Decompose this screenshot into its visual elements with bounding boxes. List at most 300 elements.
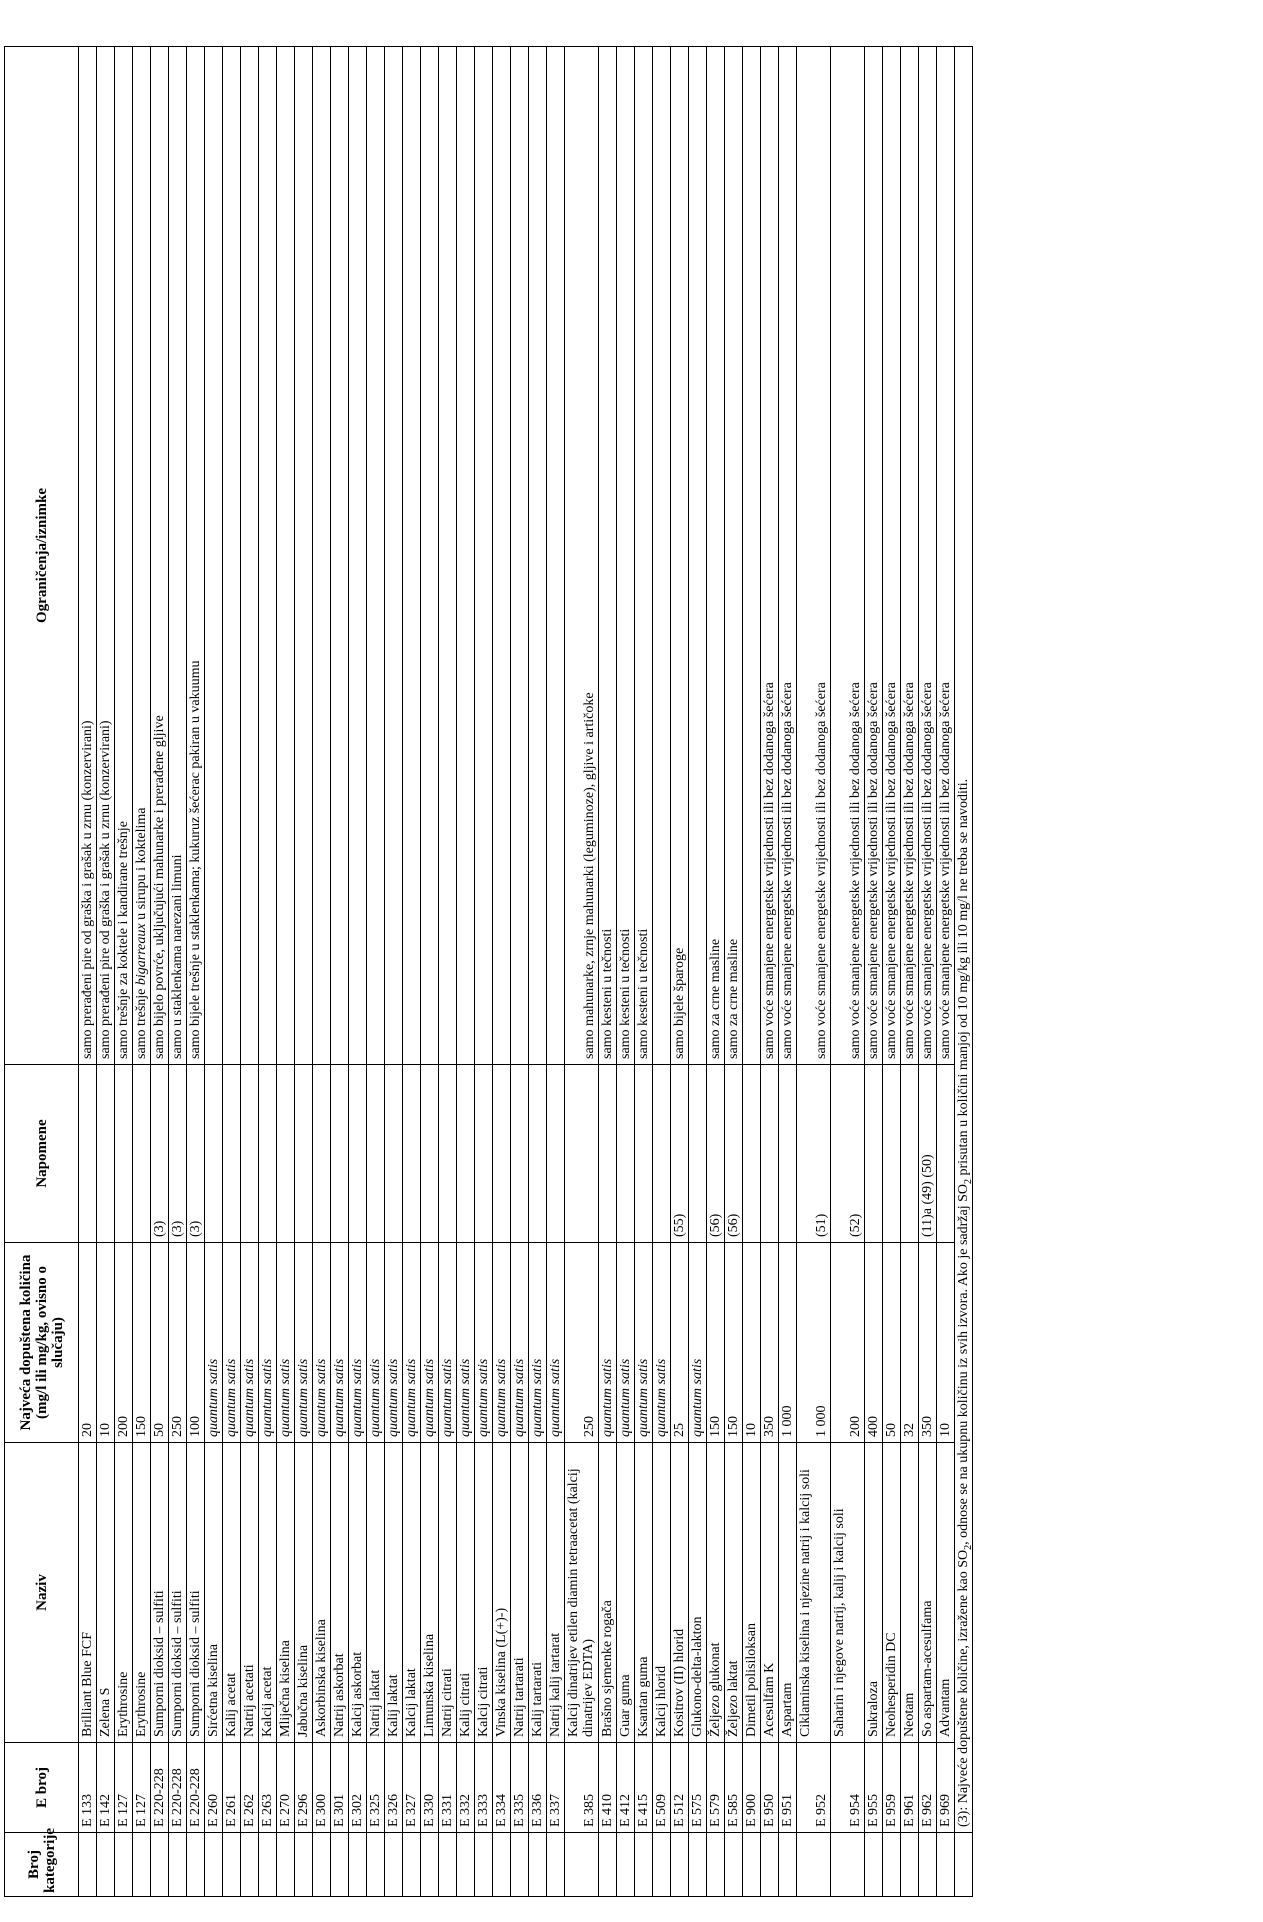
category-cell	[313, 1833, 331, 1897]
e-number-cell: E 302	[349, 1743, 367, 1833]
e-number-cell: E 585	[725, 1743, 743, 1833]
notes-cell	[689, 1065, 707, 1243]
restrictions-cell	[547, 47, 565, 1065]
notes-cell	[761, 1065, 779, 1243]
category-cell	[725, 1833, 743, 1897]
category-cell	[707, 1833, 725, 1897]
restrictions-cell: samo bijelo povrće, uključujući mahunarke i prerađene gljive	[151, 47, 169, 1065]
e-number-cell: E 220-228	[151, 1743, 169, 1833]
notes-cell	[331, 1065, 349, 1243]
restrictions-cell	[349, 47, 367, 1065]
restrictions-cell	[439, 47, 457, 1065]
table-row	[779, 47, 797, 1897]
header-max-amount: Najveća dopuštena količina (mg/l ili mg/kg, ovisno o slučaju)	[5, 1243, 79, 1443]
restrictions-cell	[529, 47, 547, 1065]
e-number-cell: E 220-228	[169, 1743, 187, 1833]
notes-cell	[529, 1065, 547, 1243]
footnote-part3: prisutan u količini manjoj od 10 mg/kg ili 10 mg/l ne treba se navoditi.	[956, 778, 971, 1179]
e-number-cell: E 333	[475, 1743, 493, 1833]
name-cell: Kalcij acetat	[259, 1443, 277, 1743]
restriction-text: u sirupu i koktelima	[134, 807, 149, 924]
name-cell: Limunska kiselina	[421, 1443, 439, 1743]
restrictions-cell	[295, 47, 313, 1065]
category-cell	[831, 1833, 865, 1897]
restrictions-cell	[331, 47, 349, 1065]
max-amount-cell: 250	[169, 1243, 187, 1443]
table-row	[797, 47, 831, 1897]
name-cell: Aspartam	[779, 1443, 797, 1743]
notes-cell: (3)	[169, 1065, 187, 1243]
header-name: Naziv	[5, 1443, 79, 1743]
name-cell: Glukono-delta-lakton	[689, 1443, 707, 1743]
restrictions-cell: samo mahunarke, zrnje mahunarki (leguminoze), gljive i artičoke	[565, 47, 599, 1065]
table-row	[883, 47, 901, 1897]
category-cell	[385, 1833, 403, 1897]
additives-table	[4, 46, 973, 1897]
notes-cell	[223, 1065, 241, 1243]
max-amount-cell: quantum satis	[367, 1243, 385, 1443]
footnote-row	[955, 47, 973, 1897]
restrictions-cell	[205, 47, 223, 1065]
max-amount-cell: quantum satis	[331, 1243, 349, 1443]
category-cell	[421, 1833, 439, 1897]
table-row	[831, 47, 865, 1897]
table-row	[295, 47, 313, 1897]
name-cell: Natrij acetati	[241, 1443, 259, 1743]
category-cell	[367, 1833, 385, 1897]
max-amount-cell: quantum satis	[241, 1243, 259, 1443]
category-cell	[761, 1833, 779, 1897]
notes-cell	[743, 1065, 761, 1243]
category-cell	[223, 1833, 241, 1897]
category-cell	[955, 1833, 973, 1897]
e-number-cell: E 296	[295, 1743, 313, 1833]
max-amount-cell: quantum satis	[475, 1243, 493, 1443]
name-cell: Natrij tartarati	[511, 1443, 529, 1743]
category-cell	[901, 1833, 919, 1897]
table-row	[169, 47, 187, 1897]
category-cell	[529, 1833, 547, 1897]
e-number-cell: E 509	[653, 1743, 671, 1833]
table-row	[367, 47, 385, 1897]
restrictions-cell	[653, 47, 671, 1065]
restrictions-cell	[421, 47, 439, 1065]
notes-cell	[865, 1065, 883, 1243]
category-cell	[457, 1833, 475, 1897]
e-number-cell: E 330	[421, 1743, 439, 1833]
table-row	[689, 47, 707, 1897]
category-cell	[277, 1833, 295, 1897]
category-cell	[635, 1833, 653, 1897]
restrictions-cell	[689, 47, 707, 1065]
footnote-sub1: 2	[962, 1544, 974, 1550]
name-cell: Kalij acetat	[223, 1443, 241, 1743]
e-number-cell: E 127	[115, 1743, 133, 1833]
table-row	[133, 47, 151, 1897]
table-row	[115, 47, 133, 1897]
max-amount-cell: quantum satis	[617, 1243, 635, 1443]
header-e-number: E broj	[5, 1743, 79, 1833]
table-row	[937, 47, 955, 1897]
notes-cell	[547, 1065, 565, 1243]
max-amount-cell: quantum satis	[653, 1243, 671, 1443]
table-row	[725, 47, 743, 1897]
name-cell: Dimetil polisiloksan	[743, 1443, 761, 1743]
name-cell: Sirćetna kiselina	[205, 1443, 223, 1743]
e-number-cell: E 512	[671, 1743, 689, 1833]
name-cell: Kositrov (II) hlorid	[671, 1443, 689, 1743]
restrictions-cell	[743, 47, 761, 1065]
e-number-cell: E 336	[529, 1743, 547, 1833]
table-body	[79, 47, 955, 1897]
restriction-text: samo trešnje	[134, 985, 149, 1059]
e-number-cell: E 959	[883, 1743, 901, 1833]
notes-cell	[635, 1065, 653, 1243]
name-cell: Neohesperidin DC	[883, 1443, 901, 1743]
table-row	[331, 47, 349, 1897]
max-amount-cell: 150	[133, 1243, 151, 1443]
name-cell: Mliječna kiselina	[277, 1443, 295, 1743]
name-cell: Sukraloza	[865, 1443, 883, 1743]
max-amount-cell: 25	[671, 1243, 689, 1443]
e-number-cell: E 300	[313, 1743, 331, 1833]
max-amount-cell: 10	[937, 1243, 955, 1443]
restrictions-cell: samo voće smanjene energetske vrijednosti ili bez dodanoga šećera	[761, 47, 779, 1065]
max-amount-cell: quantum satis	[223, 1243, 241, 1443]
restrictions-cell	[133, 47, 151, 1065]
table-row	[277, 47, 295, 1897]
table-row	[901, 47, 919, 1897]
e-number-cell: E 412	[617, 1743, 635, 1833]
max-amount-cell: quantum satis	[635, 1243, 653, 1443]
notes-cell: (56)	[707, 1065, 725, 1243]
restrictions-cell	[277, 47, 295, 1065]
category-cell	[779, 1833, 797, 1897]
restrictions-cell	[493, 47, 511, 1065]
name-cell: Vinska kiselina (L(+)-)	[493, 1443, 511, 1743]
e-number-cell: E 263	[259, 1743, 277, 1833]
name-cell: Kalcij askorbat	[349, 1443, 367, 1743]
max-amount-cell: quantum satis	[599, 1243, 617, 1443]
header-row	[5, 47, 79, 1897]
max-amount-cell: 10	[743, 1243, 761, 1443]
e-number-cell: E 962	[919, 1743, 937, 1833]
max-amount-cell: quantum satis	[403, 1243, 421, 1443]
max-amount-cell: quantum satis	[205, 1243, 223, 1443]
notes-cell	[259, 1065, 277, 1243]
max-amount-cell: 100	[187, 1243, 205, 1443]
table-row	[79, 47, 97, 1897]
notes-cell	[205, 1065, 223, 1243]
notes-cell: (52)	[831, 1065, 865, 1243]
max-amount-cell: quantum satis	[689, 1243, 707, 1443]
notes-cell	[617, 1065, 635, 1243]
max-amount-cell: 50	[151, 1243, 169, 1443]
table-row	[475, 47, 493, 1897]
category-cell	[133, 1833, 151, 1897]
restrictions-cell	[475, 47, 493, 1065]
table-row	[919, 47, 937, 1897]
notes-cell	[937, 1065, 955, 1243]
notes-cell	[457, 1065, 475, 1243]
category-cell	[151, 1833, 169, 1897]
table-row	[547, 47, 565, 1897]
name-cell: So aspartam-acesulfama	[919, 1443, 937, 1743]
category-cell	[865, 1833, 883, 1897]
table-row	[493, 47, 511, 1897]
e-number-cell: E 262	[241, 1743, 259, 1833]
restrictions-cell: samo u staklenkama narezani limuni	[169, 47, 187, 1065]
name-cell: Sumporni dioksid – sulfiti	[187, 1443, 205, 1743]
table-row	[761, 47, 779, 1897]
name-cell: Ksantan guma	[635, 1443, 653, 1743]
max-amount-cell: quantum satis	[439, 1243, 457, 1443]
name-cell: Ciklaminska kiselina i njezine natrij i kalcij soli	[797, 1443, 831, 1743]
notes-cell	[133, 1065, 151, 1243]
header-notes: Napomene	[5, 1065, 79, 1243]
max-amount-cell: quantum satis	[457, 1243, 475, 1443]
restrictions-cell: samo voće smanjene energetske vrijednosti ili bez dodanoga šećera	[797, 47, 831, 1065]
e-number-cell: E 410	[599, 1743, 617, 1833]
notes-cell	[421, 1065, 439, 1243]
category-cell	[883, 1833, 901, 1897]
header-restrictions: Ograničenja/iznimke	[5, 47, 79, 1065]
table-row	[187, 47, 205, 1897]
max-amount-cell: 50	[883, 1243, 901, 1443]
table-row	[439, 47, 457, 1897]
notes-cell	[313, 1065, 331, 1243]
category-cell	[547, 1833, 565, 1897]
category-cell	[331, 1833, 349, 1897]
e-number-cell: E 415	[635, 1743, 653, 1833]
table-row	[313, 47, 331, 1897]
category-cell	[115, 1833, 133, 1897]
name-cell: Kalcij citrati	[475, 1443, 493, 1743]
restrictions-cell: samo kesteni u tečnosti	[635, 47, 653, 1065]
table-row	[599, 47, 617, 1897]
notes-cell: (51)	[797, 1065, 831, 1243]
max-amount-cell: 150	[725, 1243, 743, 1443]
table-row	[349, 47, 367, 1897]
notes-cell	[901, 1065, 919, 1243]
footnote-part2: , odnose se na ukupnu količinu iz svih izvora. Ako je sadržaj SO	[956, 1184, 971, 1545]
table-row	[205, 47, 223, 1897]
category-cell	[349, 1833, 367, 1897]
notes-cell	[653, 1065, 671, 1243]
notes-cell	[277, 1065, 295, 1243]
name-cell: Acesulfam K	[761, 1443, 779, 1743]
e-number-cell: E 337	[547, 1743, 565, 1833]
max-amount-cell: quantum satis	[259, 1243, 277, 1443]
e-number-cell: E 325	[367, 1743, 385, 1833]
table-row	[865, 47, 883, 1897]
name-cell: Natrij kalij tartarat	[547, 1443, 565, 1743]
name-cell: Kalcij laktat	[403, 1443, 421, 1743]
restrictions-cell	[511, 47, 529, 1065]
table-row	[671, 47, 689, 1897]
max-amount-cell: 400	[865, 1243, 883, 1443]
notes-cell	[599, 1065, 617, 1243]
e-number-cell: E 575	[689, 1743, 707, 1833]
e-number-cell: E 334	[493, 1743, 511, 1833]
max-amount-cell: 200	[115, 1243, 133, 1443]
restrictions-cell: samo kesteni u tečnosti	[599, 47, 617, 1065]
e-number-cell: E 900	[743, 1743, 761, 1833]
max-amount-cell: 350	[761, 1243, 779, 1443]
notes-cell: (3)	[151, 1065, 169, 1243]
category-cell	[689, 1833, 707, 1897]
table-row	[385, 47, 403, 1897]
name-cell: Erythrosine	[115, 1443, 133, 1743]
table-row	[529, 47, 547, 1897]
restrictions-cell	[259, 47, 277, 1065]
max-amount-cell: quantum satis	[295, 1243, 313, 1443]
category-cell	[671, 1833, 689, 1897]
e-number-cell: E 385	[565, 1743, 599, 1833]
category-cell	[259, 1833, 277, 1897]
category-cell	[475, 1833, 493, 1897]
e-number-cell: E 261	[223, 1743, 241, 1833]
name-cell: Željezo glukonat	[707, 1443, 725, 1743]
e-number-cell: E 260	[205, 1743, 223, 1833]
name-cell: Kalij tartarati	[529, 1443, 547, 1743]
max-amount-cell: 150	[707, 1243, 725, 1443]
name-cell: Guar guma	[617, 1443, 635, 1743]
table-row	[743, 47, 761, 1897]
e-number-cell: E 955	[865, 1743, 883, 1833]
category-cell	[187, 1833, 205, 1897]
table-row	[97, 47, 115, 1897]
table-row	[151, 47, 169, 1897]
max-amount-cell: quantum satis	[313, 1243, 331, 1443]
max-amount-cell: 32	[901, 1243, 919, 1443]
name-cell: Zelena S	[97, 1443, 115, 1743]
footnote-part1: (3): Najveće dopuštene količine, izražene kao SO	[956, 1549, 971, 1827]
restrictions-cell: samo trešnje za koktele i kandirane trešnje	[115, 47, 133, 1065]
max-amount-cell: 10	[97, 1243, 115, 1443]
category-cell	[79, 1833, 97, 1897]
name-cell: Sumporni dioksid – sulfiti	[169, 1443, 187, 1743]
name-cell: Brilliant Blue FCF	[79, 1443, 97, 1743]
restrictions-cell	[313, 47, 331, 1065]
notes-cell	[349, 1065, 367, 1243]
e-number-cell: E 327	[403, 1743, 421, 1833]
restrictions-cell	[457, 47, 475, 1065]
e-number-cell: E 127	[133, 1743, 151, 1833]
max-amount-cell: quantum satis	[385, 1243, 403, 1443]
max-amount-cell: 250	[565, 1243, 599, 1443]
name-cell: Neotam	[901, 1443, 919, 1743]
name-cell: Natrij askorbat	[331, 1443, 349, 1743]
table-row	[511, 47, 529, 1897]
category-cell	[511, 1833, 529, 1897]
e-number-cell: E 961	[901, 1743, 919, 1833]
name-cell: Kalcij dinatrijev etilen diamin tetraacetat (kalcij dinatrijev EDTA)	[565, 1443, 599, 1743]
restrictions-cell	[241, 47, 259, 1065]
footnote	[955, 47, 973, 1833]
category-cell	[205, 1833, 223, 1897]
table-row	[653, 47, 671, 1897]
restrictions-cell	[223, 47, 241, 1065]
max-amount-cell: quantum satis	[529, 1243, 547, 1443]
table-row	[421, 47, 439, 1897]
table-row	[241, 47, 259, 1897]
name-cell: Erythrosine	[133, 1443, 151, 1743]
table-row	[403, 47, 421, 1897]
name-cell: Natrij laktat	[367, 1443, 385, 1743]
table-row	[457, 47, 475, 1897]
e-number-cell: E 951	[779, 1743, 797, 1833]
e-number-cell: E 142	[97, 1743, 115, 1833]
table-row	[617, 47, 635, 1897]
max-amount-cell: 1 000	[779, 1243, 797, 1443]
name-cell: Kalij laktat	[385, 1443, 403, 1743]
max-amount-cell: quantum satis	[349, 1243, 367, 1443]
footnote-sub2: 2	[962, 1179, 974, 1184]
restrictions-cell: samo bijele trešnje u staklenkama; kukuruz šećerac pakiran u vakuumu	[187, 47, 205, 1065]
restrictions-cell: samo bijele šparoge	[671, 47, 689, 1065]
category-cell	[919, 1833, 937, 1897]
max-amount-cell: quantum satis	[277, 1243, 295, 1443]
e-number-cell: E 326	[385, 1743, 403, 1833]
restrictions-cell	[403, 47, 421, 1065]
category-cell	[97, 1833, 115, 1897]
restrictions-cell: samo za crne masline	[725, 47, 743, 1065]
table-row	[259, 47, 277, 1897]
max-amount-cell: quantum satis	[547, 1243, 565, 1443]
max-amount-cell: 350	[919, 1243, 937, 1443]
restrictions-cell: samo prerađeni pire od graška i grašak u zrnu (konzervirani)	[97, 47, 115, 1065]
max-amount-cell: quantum satis	[511, 1243, 529, 1443]
restrictions-cell: samo voće smanjene energetske vrijednosti ili bez dodanoga šećera	[901, 47, 919, 1065]
restrictions-cell: samo voće smanjene energetske vrijednosti ili bez dodanoga šećera	[937, 47, 955, 1065]
category-cell	[295, 1833, 313, 1897]
category-cell	[493, 1833, 511, 1897]
notes-cell	[385, 1065, 403, 1243]
category-cell	[797, 1833, 831, 1897]
table-row	[635, 47, 653, 1897]
notes-cell	[115, 1065, 133, 1243]
name-cell: Željezo laktat	[725, 1443, 743, 1743]
notes-cell	[493, 1065, 511, 1243]
notes-cell: (11)a (49) (50)	[919, 1065, 937, 1243]
restriction-italic-text: bigarreaux	[134, 923, 149, 986]
notes-cell	[439, 1065, 457, 1243]
restrictions-cell: samo voće smanjene energetske vrijednosti ili bez dodanoga šećera	[919, 47, 937, 1065]
name-cell: Advantam	[937, 1443, 955, 1743]
restrictions-cell	[385, 47, 403, 1065]
name-cell: Askorbinska kiselina	[313, 1443, 331, 1743]
category-cell	[937, 1833, 955, 1897]
e-number-cell: E 331	[439, 1743, 457, 1833]
notes-cell: (56)	[725, 1065, 743, 1243]
notes-cell	[403, 1065, 421, 1243]
name-cell: Jabučna kiselina	[295, 1443, 313, 1743]
max-amount-cell: 200	[831, 1243, 865, 1443]
restrictions-cell	[367, 47, 385, 1065]
table-row	[223, 47, 241, 1897]
name-cell: Kalij citrati	[457, 1443, 475, 1743]
category-cell	[743, 1833, 761, 1897]
category-cell	[599, 1833, 617, 1897]
restrictions-cell: samo prerađeni pire od graška i grašak u zrnu (konzervirani)	[79, 47, 97, 1065]
restrictions-cell: samo kesteni u tečnosti	[617, 47, 635, 1065]
restrictions-cell: samo voće smanjene energetske vrijednosti ili bez dodanoga šećera	[831, 47, 865, 1065]
e-number-cell: E 969	[937, 1743, 955, 1833]
name-cell: Sumporni dioksid – sulfiti	[151, 1443, 169, 1743]
e-number-cell: E 952	[797, 1743, 831, 1833]
e-number-cell: E 220-228	[187, 1743, 205, 1833]
